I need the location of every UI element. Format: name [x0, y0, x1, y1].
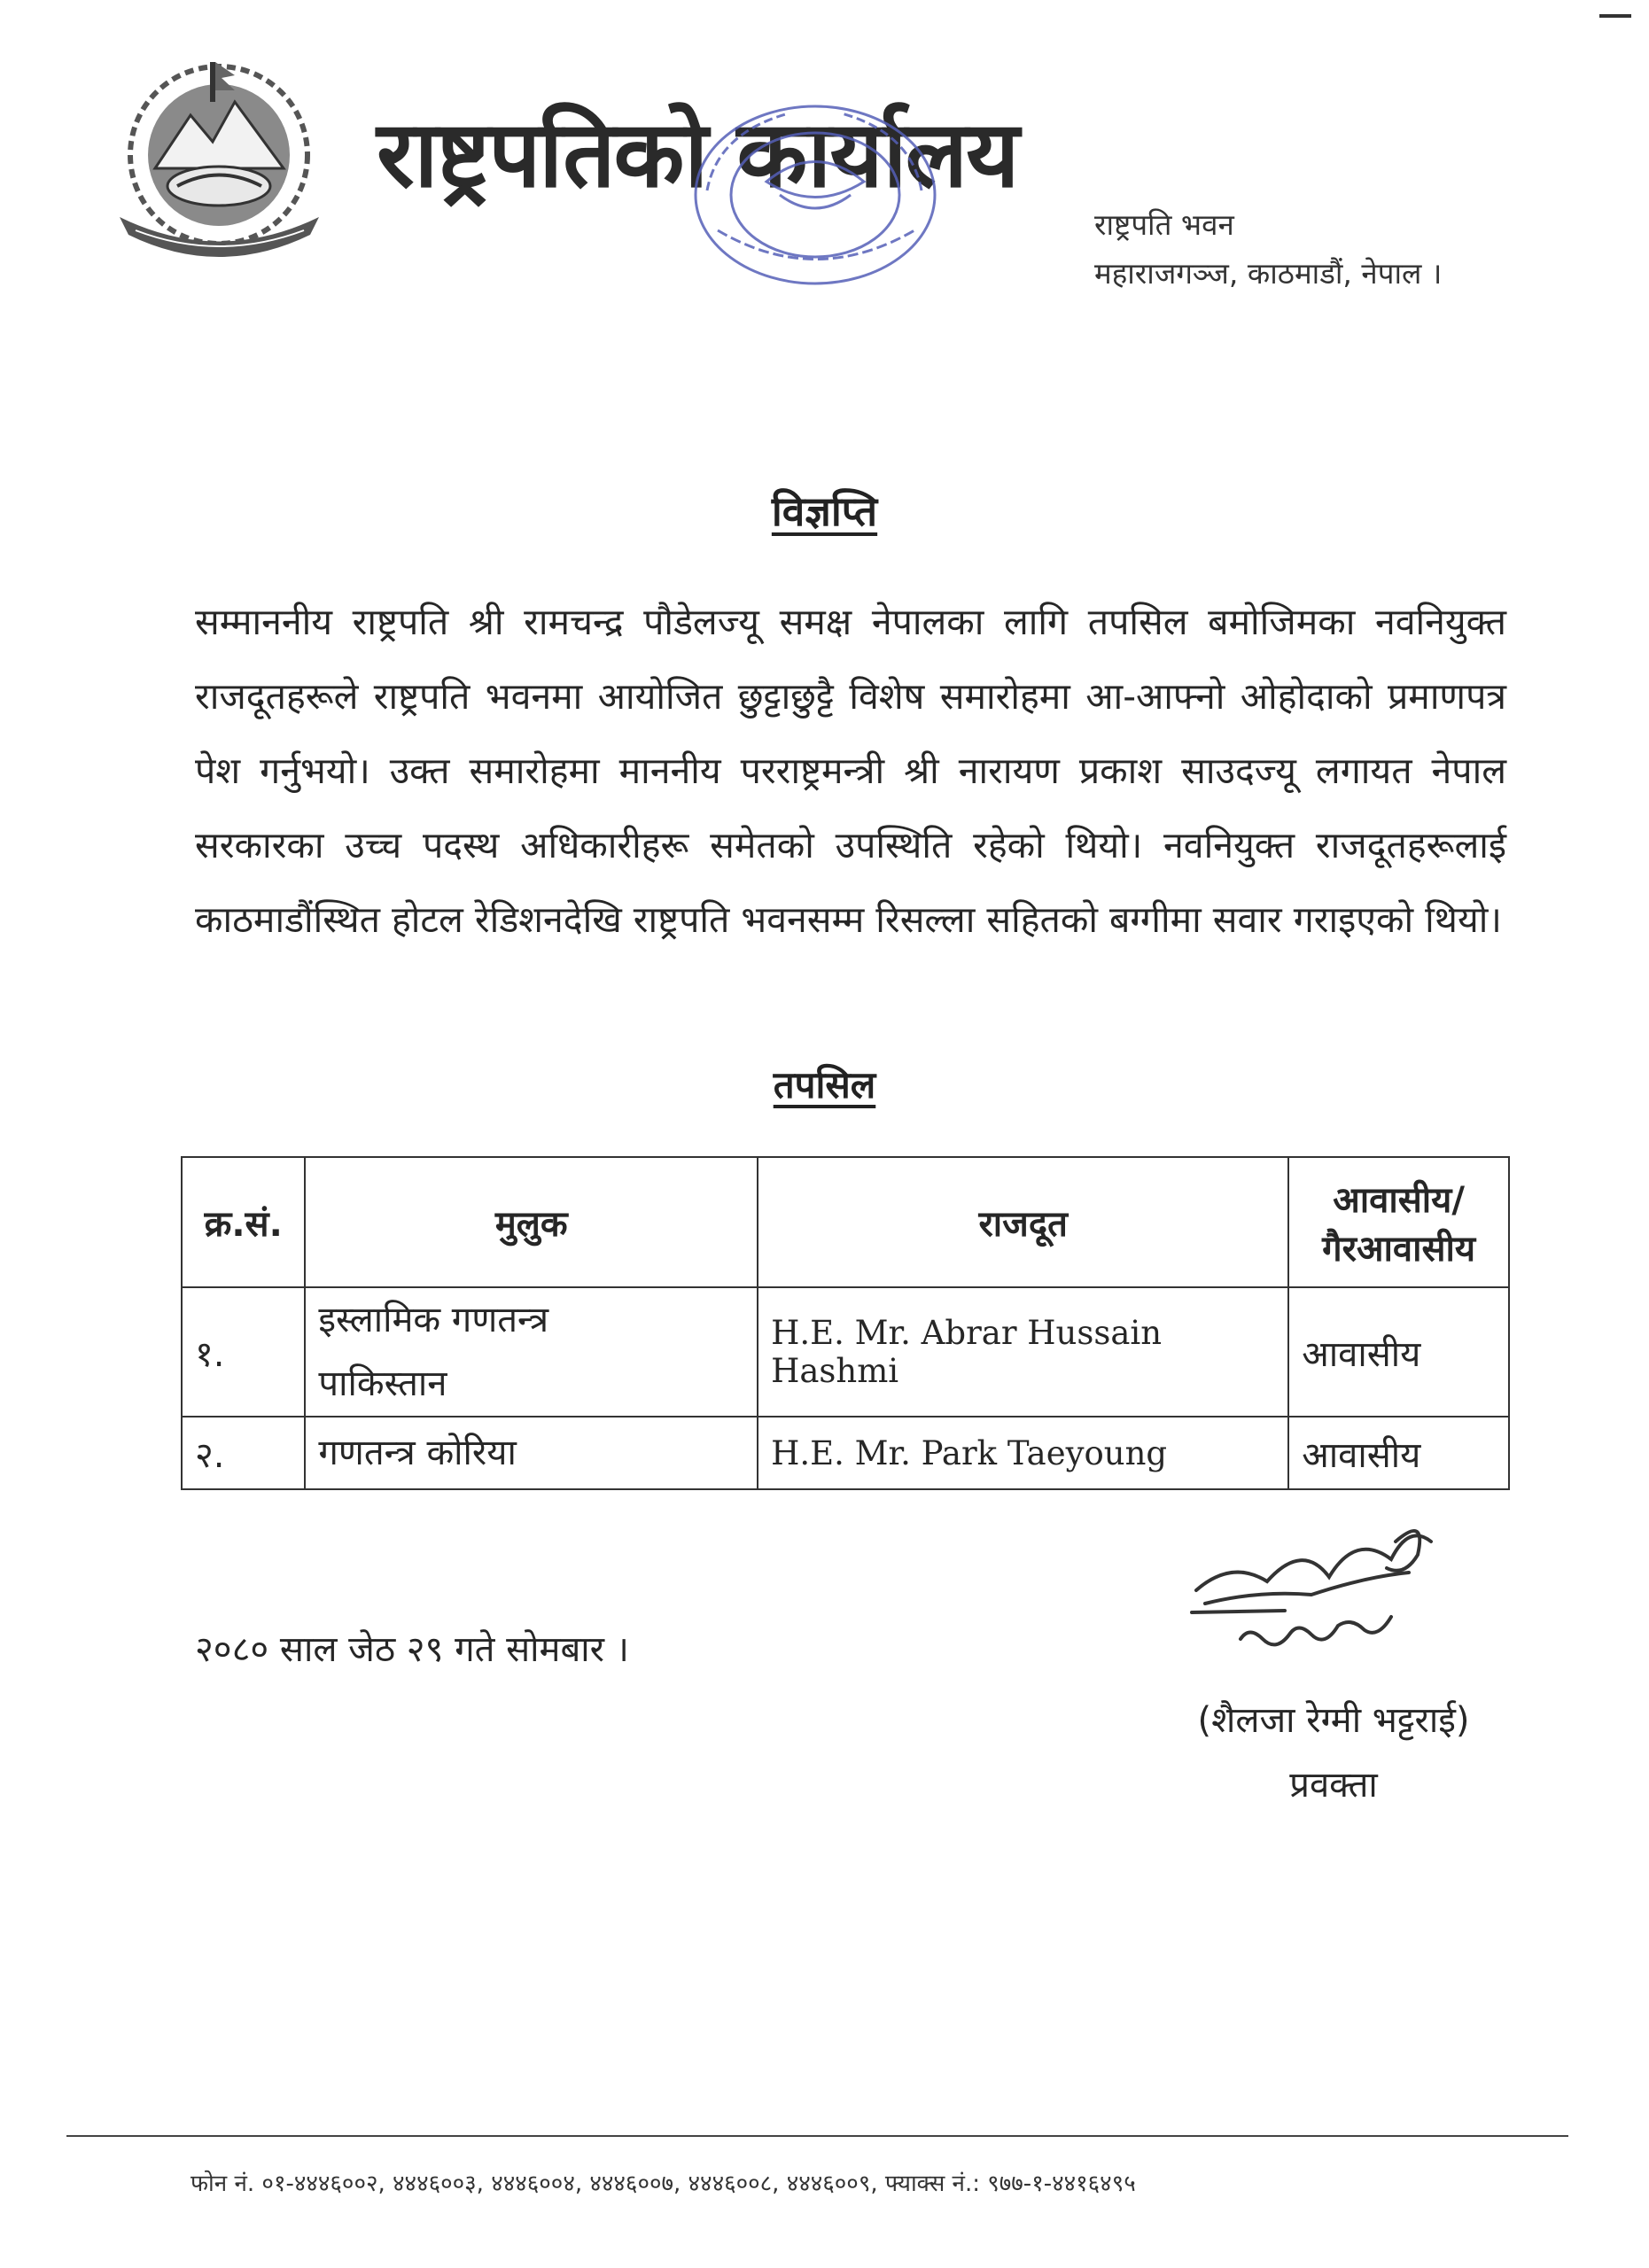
schedule-heading: तपसिल — [773, 1063, 876, 1107]
table-row — [182, 1417, 1509, 1489]
column-header-country: मुलुक — [305, 1157, 758, 1287]
signer-title: प्रवक्ता — [1289, 1765, 1378, 1806]
country-name-line: गणतन्त्र कोरिया — [318, 1433, 517, 1473]
column-header-residency: आवासीय/ गैरआवासीय — [1288, 1157, 1509, 1287]
office-title: राष्ट्रपतिको कार्यालय — [377, 100, 1018, 208]
country-name-line: इस्लामिक गणतन्त्र — [318, 1300, 549, 1340]
office-seal-icon — [682, 97, 948, 301]
residency-status: आवासीय — [1288, 1417, 1509, 1489]
residency-status: आवासीय — [1288, 1287, 1509, 1417]
column-header-serial: क्र.सं. — [182, 1157, 305, 1287]
table-row — [182, 1287, 1509, 1417]
country-cell — [305, 1417, 758, 1489]
country-cell — [305, 1287, 758, 1417]
serial-number: २. — [182, 1417, 305, 1489]
serial-number: १. — [182, 1287, 305, 1417]
footer-divider — [66, 2135, 1568, 2137]
scan-mark — [1599, 14, 1631, 18]
nepal-emblem-icon — [93, 53, 346, 275]
signer-name: (शैलजा रेग्मी भट्टराई) — [1197, 1700, 1470, 1741]
notice-heading: विज्ञप्ति — [771, 487, 878, 535]
ambassador-name: H.E. Mr. Abrar Hussain Hashmi — [758, 1287, 1288, 1417]
issue-date: २०८० साल जेठ २९ गते सोमबार । — [195, 1629, 629, 1670]
ambassador-name: H.E. Mr. Park Taeyoung — [758, 1417, 1288, 1489]
signature-icon — [1178, 1506, 1444, 1683]
address-line-2: महाराजगञ्ज, काठमाडौं, नेपाल । — [1094, 256, 1443, 291]
column-header-ambassador: राजदूत — [758, 1157, 1288, 1287]
address-line-1: राष्ट्रपति भवन — [1094, 207, 1234, 242]
table-header-row — [182, 1157, 1509, 1287]
footer-contact: फोन नं. ०१-४४४६००२, ४४४६००३, ४४४६००४, ४४४६००७, ४४४६००८, ४४४६००९, फ्याक्स नं.: ९७७-१-४४१६४९५ — [191, 2171, 1136, 2197]
notice-body: सम्माननीय राष्ट्रपति श्री रामचन्द्र पौडेलज्यू समक्ष नेपालका लागि तपसिल बमोजिमका नवनियुक्त राजदूतहरूले राष्ट्रपति भवनमा आयोजित छुट्टाछुट्टै विशेष समारोहमा आ-आफ्नो ओहोदाको प्रमाणपत्र पेश गर्नुभयो। उक्त समारोहमा माननीय परराष्ट्रमन्त्री श्री नारायण प्रकाश साउदज्यू लगायत नेपाल सरकारका उच्च पदस्थ अधिकारीहरू समेतको उपस्थिति रहेको थियो। नवनियुक्त राजदूतहरूलाई काठमाडौंस्थित होटल रेडिशनदेखि राष्ट्रपति भवनसम्म रिसल्ला सहितको बग्गीमा सवार गराइएको थियो। — [195, 601, 1506, 941]
ambassador-table — [181, 1156, 1510, 1490]
country-name-line: पाकिस्तान — [318, 1363, 447, 1404]
